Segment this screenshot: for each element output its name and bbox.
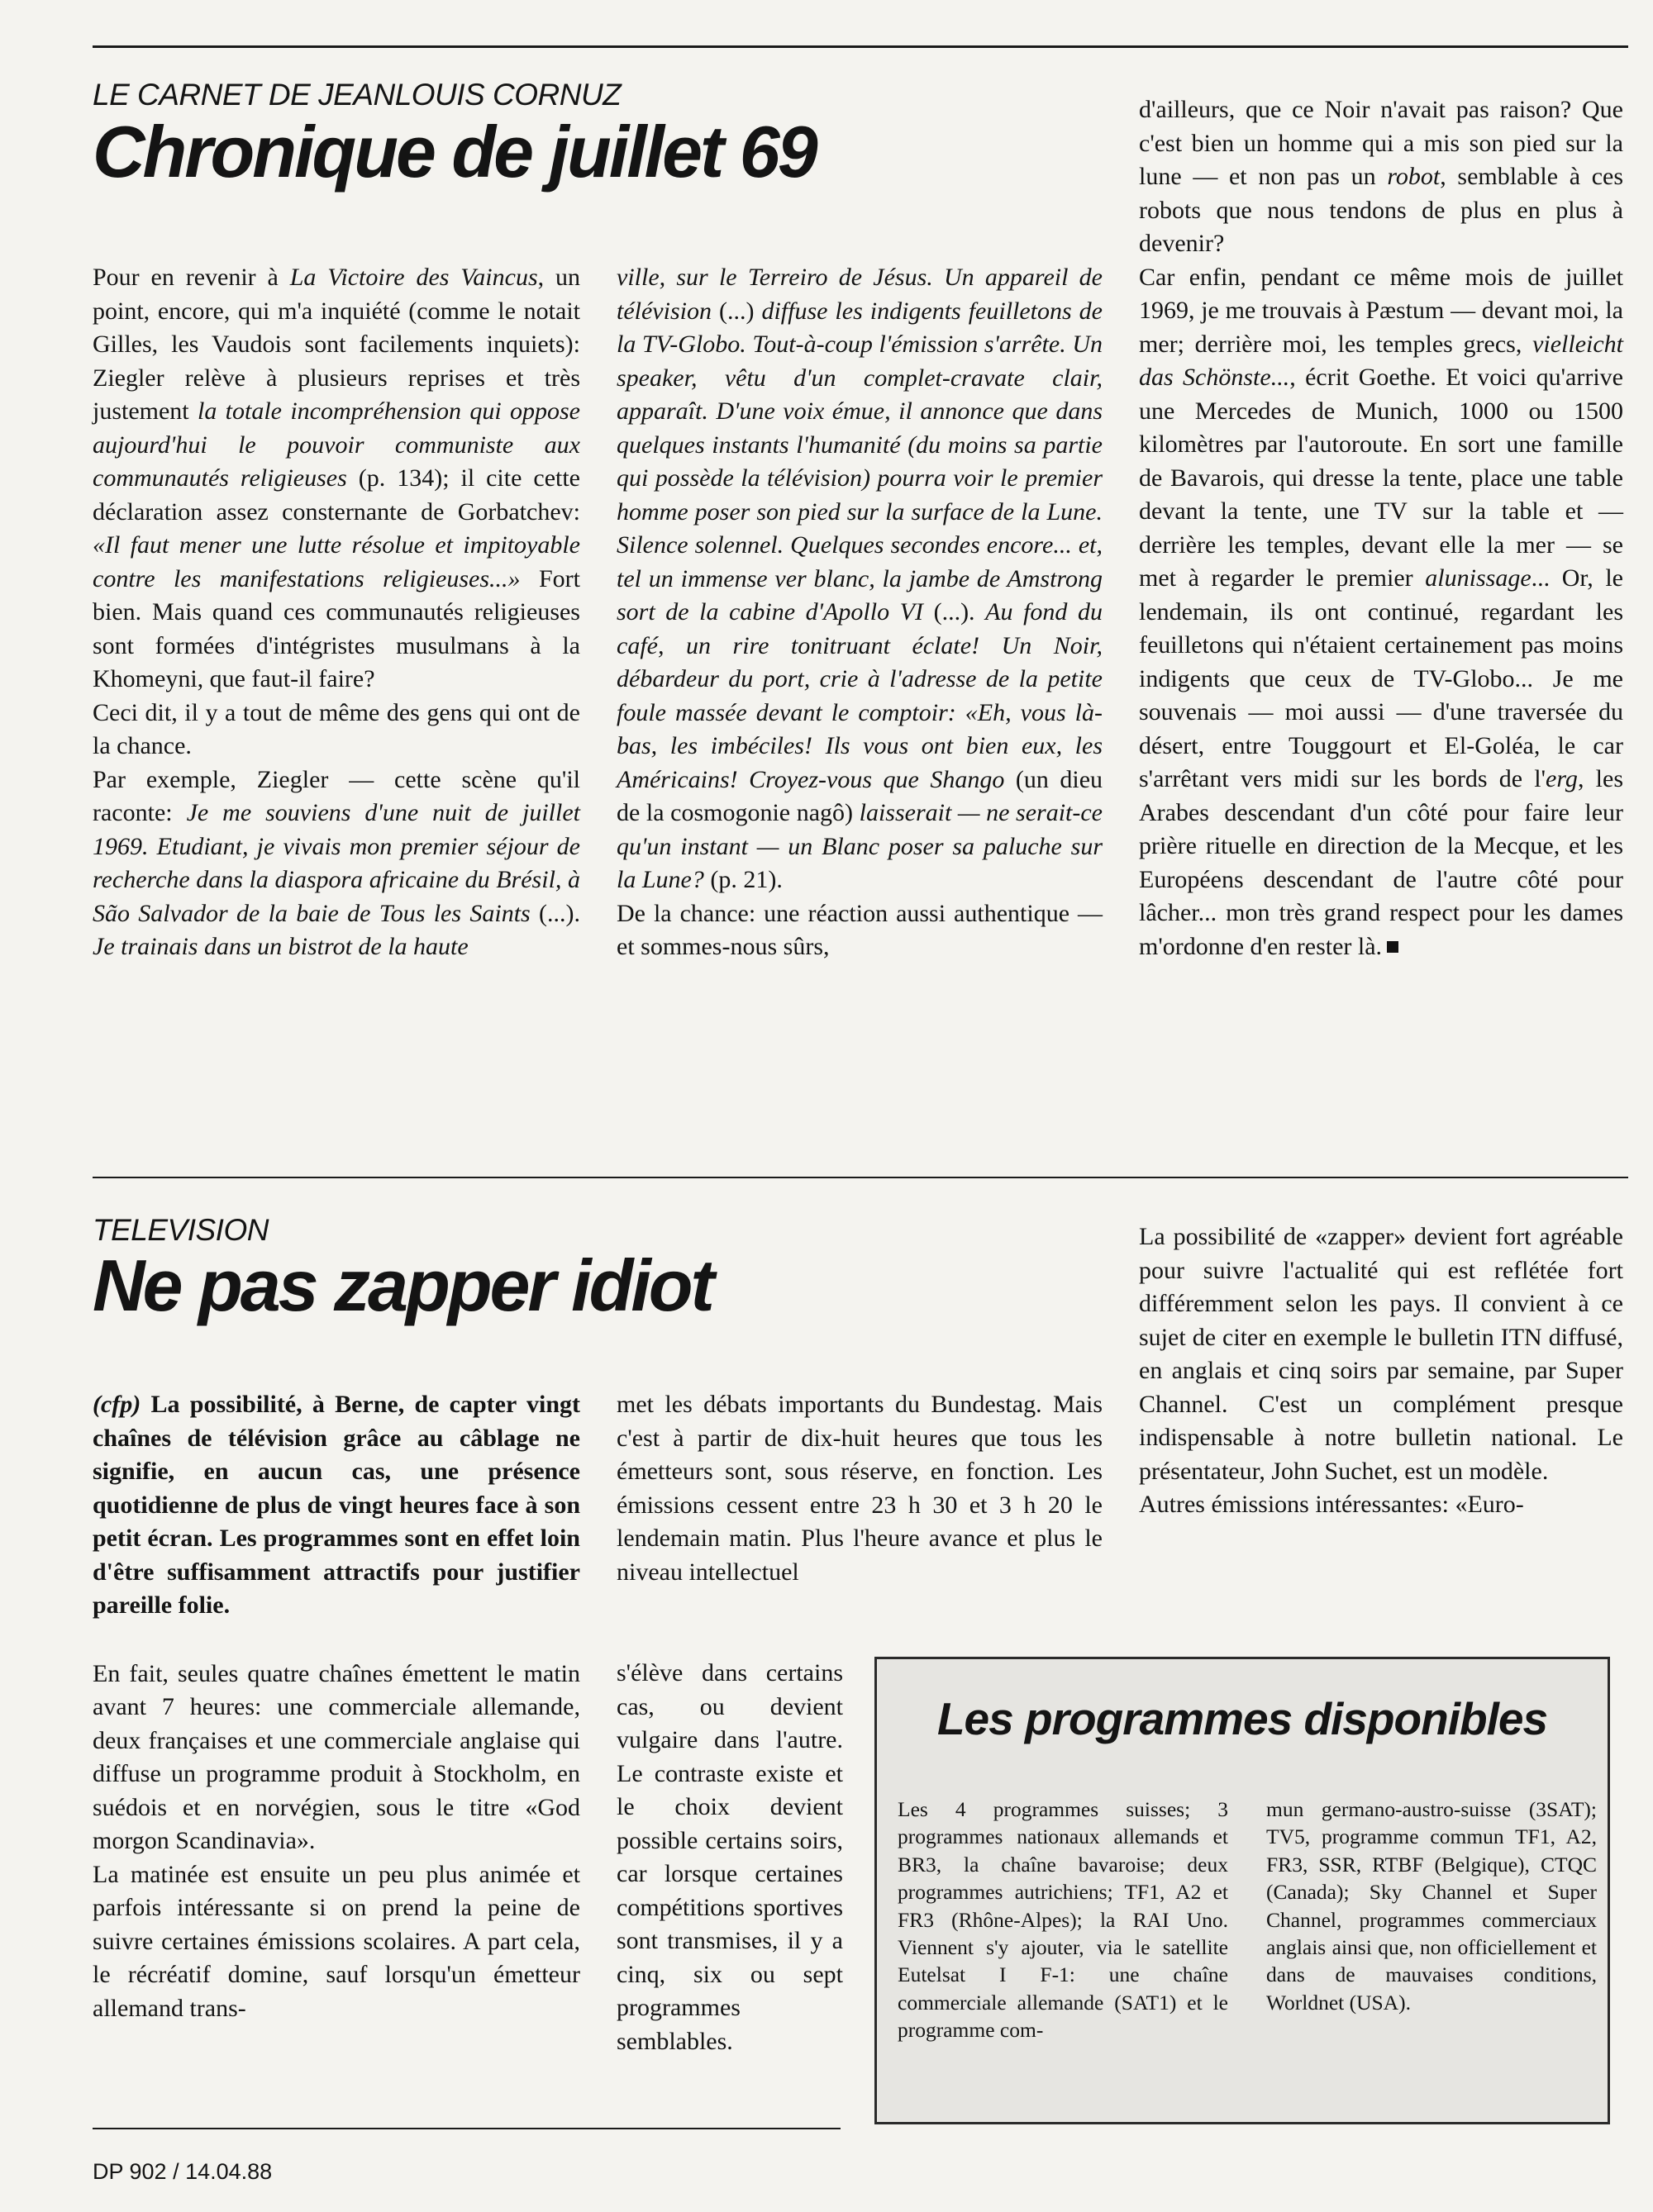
article2-headline: Ne pas zapper idiot: [93, 1244, 712, 1326]
article1-col2-paragraph-2: De la chance: une réaction aussi authentique — et sommes-nous sûrs,: [617, 899, 1103, 960]
article1-column-1: [93, 261, 580, 964]
article2-col2-paragraph-2: s'élève dans certains cas, ou devient vulgaire dans l'autre. Le contraste existe et le choix devient possible certains soirs, car lorsque certaines compétitions sportives sont transmises, il y a cinq, six ou sept programmes semblables.: [617, 1659, 843, 2055]
article2-column-1: [93, 1388, 580, 2025]
article1-kicker: LE CARNET DE JEANLOUIS CORNUZ: [93, 78, 622, 112]
programmes-box: [874, 1657, 1610, 2124]
article1-col1-paragraph-3: Par exemple, Ziegler — cette scène qu'il raconte: Je me souviens d'une nuit de juillet 1969. Etudiant, je vivais mon premier séjour de recherche dans la diaspora africaine du Brésil, à São Salvador de la baie de Tous les Saints (...). Je trainais dans un bistrot de la haute: [93, 765, 580, 960]
article2-col1-paragraph-1: En fait, seules quatre chaînes émettent le matin avant 7 heures: une commerciale allemande, deux françaises et une commerciale anglaise qui diffuse un programme produit à Stockholm, en suédois et en norvégien, sous le titre «God morgon Scandinavia».: [93, 1659, 580, 1854]
article2-column-3: [1139, 1220, 1623, 1522]
article2-col3-paragraph-1: La possibilité de «zapper» devient fort agréable pour suivre l'actualité qui est reflétée fort différemment selon les pays. Il convient à ce sujet de citer en exemple le bulletin ITN diffusé, en anglais et cinq soirs par semaine, par Super Channel. C'est un complément presque indispensable à notre bulletin national. Le présentateur, John Suchet, est un modèle.: [1139, 1223, 1623, 1485]
programmes-box-left-text: Les 4 programmes suisses; 3 programmes nationaux allemands et BR3, la chaîne bavaroise; deux programmes autrichiens; TF1, A2 et FR3 (Rhône-Alpes); la RAI Uno. Viennent s'y ajouter, via le satellite Eutelsat I F-1: une chaîne commerciale allemande (SAT1) et le programme com-: [898, 1797, 1228, 2043]
end-of-article-mark: [1387, 941, 1398, 953]
article2-lead-paragraph: (cfp) La possibilité, à Berne, de capter vingt chaînes de télévision grâce au câblage ne signifie, en aucun cas, une présence quotidienne de plus de vingt heures face à son petit écran. Les programmes sont en effet loin d'être suffisamment attractifs pour justifier pareille folie.: [93, 1391, 580, 1619]
article1-col3-paragraph-1: d'ailleurs, que ce Noir n'avait pas raison? Que c'est bien un homme qui a mis son pied sur la lune — et non pas un robot, semblable à ces robots que nous tendons de plus en plus à devenir?: [1139, 96, 1623, 257]
article2-col3-paragraph-2: Autres émissions intéressantes: «Euro-: [1139, 1491, 1524, 1518]
article1-col2-paragraph-1: ville, sur le Terreiro de Jésus. Un appareil de télévision (...) diffuse les indigents feuilletons de la TV-Globo. Tout-à-coup l'émission s'arrête. Un speaker, vêtu d'un complet-cravate clair, apparaît. D'une voix émue, il annonce que dans quelques instants l'humanité (du moins sa partie qui possède la télévision) pourra voir le premier homme poser son pied sur la surface de la Lune. Silence solennel. Quelques secondes encore... et, tel un immense ver blanc, la jambe de Amstrong sort de la cabine d'Apollo VI (...). Au fond du café, un rire tonitruant éclate! Un Noir, débardeur du port, crie à l'adresse de la petite foule massée devant le comptoir: «Eh, vous là-bas, les imbéciles! Ils vous ont bien eux, les Américains! Croyez-vous que Shango (un dieu de la cosmogonie nagô) laisserait — ne serait-ce qu'un instant — un Blanc poser sa paluche sur la Lune? (p. 21).: [617, 264, 1103, 893]
bottom-rule: [93, 2128, 841, 2129]
article2-col1-paragraph-2: La matinée est ensuite un peu plus animée et parfois intéressante si on prend la peine de suivre certaines émissions scolaires. A part cela, le récréatif domine, sauf lorsqu'un émetteur allemand trans-: [93, 1860, 580, 2022]
page-footer: DP 902 / 14.04.88: [93, 2159, 273, 2184]
article2-col2-paragraph-1: met les débats importants du Bundestag. Mais c'est à partir de dix-huit heures que tous les émetteurs sont, sous réserve, en fonction. Les émissions cessent entre 23 h 30 et 3 h 20 le lendemain matin. Plus l'heure avance et plus le niveau intellectuel: [617, 1391, 1103, 1586]
article2-column-2-narrow: [617, 1657, 843, 2058]
section-rule: [93, 1177, 1628, 1178]
article2-column-2: [617, 1388, 1103, 1589]
article1-col3-paragraph-2: Car enfin, pendant ce même mois de juillet 1969, je me trouvais à Pæstum — devant moi, la mer; derrière moi, les temples grecs, vielleicht das Schönste..., écrit Goethe. Et voici qu'arrive une Mercedes de Munich, 1000 ou 1500 kilomètres par l'autoroute. En sort une famille de Bavarois, qui dresse la tente, place une table devant la tente, une TV sur la table et — derrière les temples, devant elle la mer — se met à regarder le premier alunissage... Or, le lendemain, ils ont continué, regardant les feuilletons qui n'étaient certainement pas moins indigents que ceux de TV-Globo... Je me souvenais — moi aussi — d'une traversée du désert, entre Touggourt et El-Goléa, le car s'arrêtant vers midi sur les bords de l'erg, les Arabes descendant d'un côté pour faire leur prière rituelle en direction de la Mecque, et les Européens descendant de l'autre côté pour lâcher... mon très grand respect pour les dames m'ordonne d'en rester là.: [1139, 263, 1624, 960]
article2-kicker: TELEVISION: [93, 1213, 269, 1247]
article1-headline: Chronique de juillet 69: [93, 111, 816, 193]
top-rule: [93, 45, 1628, 48]
article1-col1-paragraph-2: Ceci dit, il y a tout de même des gens qui ont de la chance.: [93, 698, 580, 759]
article1-column-3: [1139, 93, 1623, 963]
article1-col1-paragraph-1: Pour en revenir à La Victoire des Vaincus, un point, encore, qui m'a inquiété (comme le notait Gilles, les Vaudois sont facilements inquiets): Ziegler relève à plusieurs reprises et très justement la totale incompréhension qui oppose aujourd'hui le pouvoir communiste aux communautés religieuses (p. 134); il cite cette déclaration assez consternante de Gorbatchev: «Il faut mener une lutte résolue et impitoyable contre les manifestations religieuses...» Fort bien. Mais quand ces communautés religieuses sont formées d'intégristes musulmans à la Khomeyni, que faut-il faire?: [93, 264, 581, 692]
programmes-box-title: Les programmes disponibles: [936, 1693, 1548, 1744]
article1-column-2: [617, 261, 1103, 964]
programmes-box-right-text: mun germano-austro-suisse (3SAT); TV5, programme commun TF1, A2, FR3, SSR, RTBF (Belgique), CTQC (Canada); Sky Channel et Super Channel, programmes commerciaux anglais ainsi que, non officiellement et dans de mauvaises conditions, Worldnet (USA).: [1266, 1797, 1597, 2015]
